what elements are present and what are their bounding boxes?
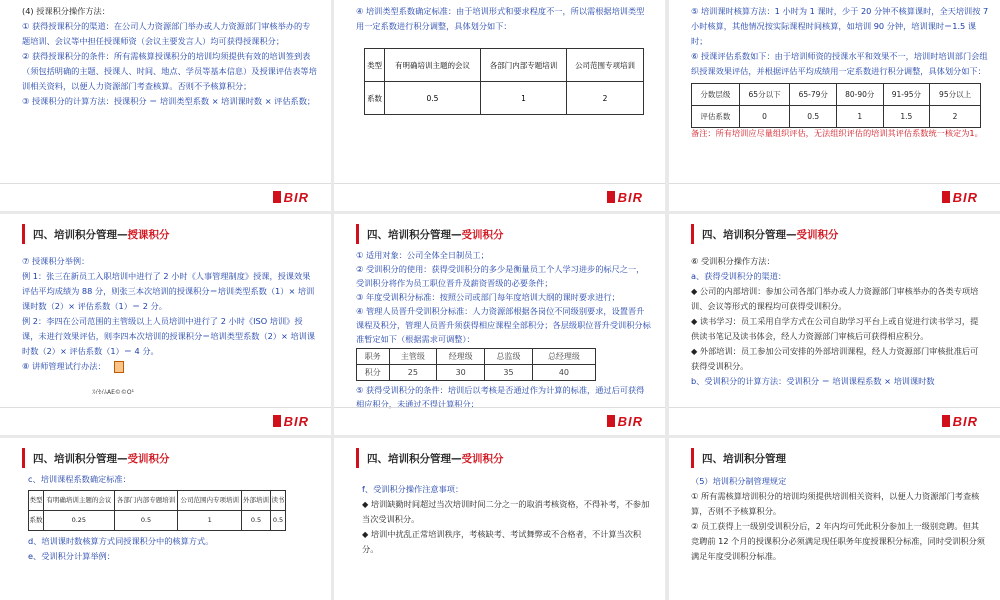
text-line: ⑦ 授课积分举例： xyxy=(22,256,90,266)
table-header: 91-95分 xyxy=(883,84,930,106)
table-cell: 0 xyxy=(739,106,790,128)
table-row-label: 积分 xyxy=(357,365,390,381)
slide-footer xyxy=(0,183,331,211)
table-header: 公司范围内专项培训 xyxy=(178,491,242,511)
slide-header xyxy=(691,448,786,468)
brand-logo: BIR xyxy=(942,413,978,429)
table-header: 65分以下 xyxy=(739,84,790,106)
text-line: 例 1：张三在新员工入职培训中进行了 2 小时《人事管理制度》授课，授课效果评估平均成绩为 88 分，则张三本次培训的授课积分＝培训类型系数（1）× 培训课时数（2）× 评估系数（1）＝ 2 分。 xyxy=(22,271,315,311)
text-line: ② 受训积分的使用：获得受训积分的多少是衡量员工个人学习进步的标尺之一，受训积分将作为员工职位晋升及薪资晋级的必要条件； xyxy=(356,264,645,288)
slide-title: 四、培训积分管理—授课积分 xyxy=(33,228,170,241)
table-cell: 0.5 xyxy=(385,82,481,115)
slide-title: 四、培训积分管理 xyxy=(702,452,786,465)
slide-header xyxy=(691,224,839,244)
text-line: ④ 管理人员晋升受训积分标准：人力资源部根据各岗位不同级别要求，设置晋升课程及积分，管理人员晋升须获得相应课程全部积分；各层级职位晋升受训积分标准暂定如下（根据需求可调整）： xyxy=(356,306,651,344)
text-line: ① 所有需核算培训积分的培训均须提供培训相关资料，以便人力资源部门考查核算，否则不予核算积分。 xyxy=(691,491,980,516)
text-line: ① 获得授课积分的渠道：在公司人力资源部门举办或人力资源部门审核举办的专题培训、会议等中担任授课师资（会议主要发言人）均可获得授课积分； xyxy=(22,21,311,46)
table-header: 各部门内部专题培训 xyxy=(114,491,178,511)
course-coefficient-table xyxy=(28,490,286,531)
table-header: 类型 xyxy=(29,491,44,511)
slide-footer xyxy=(669,407,1000,435)
header-bar xyxy=(691,224,694,244)
slide-header xyxy=(22,224,170,244)
text-line: d、培训课时数核算方式同授课积分中的核算方式。 xyxy=(28,536,214,546)
text-line: b、受训积分的计算方法：受训积分 ＝ 培训课程系数 × 培训课时数 xyxy=(691,376,935,386)
table-header: 公司范围专项培训 xyxy=(567,49,644,82)
table-header: 类型 xyxy=(365,49,385,82)
table-header: 65-79分 xyxy=(790,84,837,106)
slide-footer xyxy=(669,183,1000,211)
table-cell: 2 xyxy=(930,106,981,128)
text-line: ⑥ 受训积分操作方法： xyxy=(691,256,775,266)
text-line: ③ 年度受训积分标准：按照公司或部门每年度培训大纲的课时要求进行； xyxy=(356,292,620,302)
table-header: 有明确培训主题的会议 xyxy=(43,491,114,511)
slide-7[interactable] xyxy=(0,438,331,600)
note-text: 备注：所有培训应尽量组织评估，无法组织评估的培训其评估系数统一核定为1。 xyxy=(691,128,983,138)
file-caption: ｽｲｾｲﾑAE©©O¹ xyxy=(92,389,135,396)
slide-title: 四、培训积分管理—受训积分 xyxy=(33,452,170,465)
text-line: ⑧ 讲师管理试行办法： xyxy=(22,359,317,374)
text-line: 例 2：李四在公司范围的主管级以上人员培训中进行了 2 小时《ISO 培训》授课，未进行效果评估，则李四本次培训的授课积分＝培训类型系数（2）× 培训课时数（2）× 评估系数（1）＝ 4 分。 xyxy=(22,316,316,356)
table-cell: 35 xyxy=(485,365,533,381)
table-header: 职务 xyxy=(357,349,390,365)
table-cell: 0.5 xyxy=(790,106,837,128)
text-line: ◆ 外部培训：员工参加公司安排的外部培训课程，经人力资源部门审核批准后可获得受训积分。 xyxy=(691,346,979,371)
text-line: （5）培训积分制管理规定 xyxy=(691,476,787,486)
text-line: ⑤ 培训课时核算方法：1 小时为 1 课时，少于 20 分钟不核算课时，全天培训按 7 小时核算，其他情况按实际课程时间核算，如培训 90 分钟，培训课时＝1.5 课时； xyxy=(691,6,989,46)
slide-body xyxy=(28,472,317,564)
table-header: 80-90分 xyxy=(837,84,884,106)
table-row-label: 系数 xyxy=(365,82,385,115)
file-icon[interactable] xyxy=(114,361,124,373)
slide-1[interactable] xyxy=(0,0,331,211)
header-bar xyxy=(356,448,359,468)
brand-logo: BIR xyxy=(607,413,643,429)
table-cell: 1 xyxy=(178,511,242,531)
text-line: ◆ 培训中扰乱正常培训秩序，考核缺考、考试舞弊或不合格者，不计算当次积分。 xyxy=(362,529,642,554)
table-cell: 0.5 xyxy=(242,511,271,531)
slide-body xyxy=(691,474,986,564)
text-line: c、培训课程系数确定标准： xyxy=(28,474,131,484)
table-header: 经理级 xyxy=(437,349,485,365)
text-line: ① 适用对象：公司全体全日制员工； xyxy=(356,250,489,260)
slide-body xyxy=(22,254,317,374)
slide-2[interactable] xyxy=(334,0,665,211)
training-type-table xyxy=(364,48,644,115)
slide-footer xyxy=(334,407,665,435)
slide-body xyxy=(356,248,651,411)
text-line: ② 获得授课积分的条件：所有需核算授课积分的培训均须提供有效的培训签到表（须包括明确的主题、授课人、时间、地点、学员等基本信息）及授课评估表等培训相关资料，以便人力资源部门考查核算。否则不予核算积分； xyxy=(22,51,317,91)
header-bar xyxy=(356,224,359,244)
header-bar xyxy=(22,448,25,468)
table-header: 总监级 xyxy=(485,349,533,365)
slide-body xyxy=(691,254,986,389)
table-cell: 1.5 xyxy=(883,106,930,128)
table-cell: 30 xyxy=(437,365,485,381)
text-line: a、获得受训积分的渠道： xyxy=(691,271,787,281)
slide-8[interactable] xyxy=(334,438,665,600)
table-cell: 0.5 xyxy=(270,511,285,531)
table-header: 外部培训 xyxy=(242,491,271,511)
slide-body xyxy=(362,482,651,557)
table-cell: 25 xyxy=(389,365,437,381)
table-header: 各部门内部专题培训 xyxy=(480,49,566,82)
text-line: ③ 授课积分的计算方法：授课积分 ＝ 培训类型系数 × 培训课时数 × 评估系数； xyxy=(22,96,316,106)
table-cell: 0.25 xyxy=(43,511,114,531)
header-bar xyxy=(691,448,694,468)
slide-header xyxy=(356,448,504,468)
text-line: e、受训积分计算举例： xyxy=(28,551,115,561)
brand-logo: BIR xyxy=(273,189,309,205)
table-header: 总经理级 xyxy=(532,349,595,365)
table-row-label: 系数 xyxy=(29,511,44,531)
table-cell: 0.5 xyxy=(114,511,178,531)
slide-title: 四、培训积分管理—受训积分 xyxy=(702,228,839,241)
brand-logo: BIR xyxy=(607,189,643,205)
slide-3[interactable] xyxy=(669,0,1000,211)
text-line: ② 员工获得上一级别受训积分后，2 年内均可凭此积分参加上一级别竞聘。但其竞聘前 12 个月的授课积分必须满足现任职务年度授课积分标准，同时受训积分须满足年度受训积分标准。 xyxy=(691,521,985,561)
table-header: 95分以上 xyxy=(930,84,981,106)
slide-title: 四、培训积分管理—受训积分 xyxy=(367,452,504,465)
slide-header xyxy=(22,448,170,468)
evaluation-coefficient-table xyxy=(691,83,981,128)
slide-body xyxy=(356,4,651,34)
promotion-points-table xyxy=(356,348,596,381)
table-row-label: 评估系数 xyxy=(692,106,740,128)
table-cell: 1 xyxy=(837,106,884,128)
slide-5[interactable] xyxy=(334,214,665,435)
table-header: 主管级 xyxy=(389,349,437,365)
slide-header xyxy=(356,224,504,244)
slide-footer xyxy=(0,407,331,435)
slide-title: 四、培训积分管理—受训积分 xyxy=(367,228,504,241)
text-line: ④ 培训类型系数确定标准：由于培训形式和要求程度不一，所以需根据培训类型用一定系数进行积分调整，具体划分如下： xyxy=(356,6,645,31)
table-header: 分数层级 xyxy=(692,84,740,106)
text-line: (4) 授课积分操作方法： xyxy=(22,6,110,16)
table-cell: 40 xyxy=(532,365,595,381)
text-line: ◆ 公司的内部培训：参加公司各部门举办或人力资源部门审核举办的各类专项培训、会议等形式的课程均可获得受训积分。 xyxy=(691,286,979,311)
brand-logo: BIR xyxy=(273,413,309,429)
table-header: 读书 xyxy=(270,491,285,511)
text-line: ◆ 培训缺勤时间超过当次培训时间二分之一的取消考核资格，不得补考，不参加当次受训积分。 xyxy=(362,499,650,524)
slide-9[interactable] xyxy=(669,438,1000,600)
table-cell: 1 xyxy=(480,82,566,115)
slide-body xyxy=(691,4,992,139)
text-line: ⑤ 获得受训积分的条件：培训后以考核是否通过作为计算的标准，通过后可获得相应积分，未通过不得计算积分； xyxy=(356,385,645,409)
slide-4[interactable] xyxy=(0,214,331,435)
table-header: 有明确培训主题的会议 xyxy=(385,49,481,82)
slide-footer xyxy=(334,183,665,211)
slide-6[interactable] xyxy=(669,214,1000,435)
text-line: ⑥ 授课评估系数如下：由于培训师资的授课水平和效果不一，培训时培训部门会组织授课效果评估，并根据评估平均成绩用一定系数进行积分调整，具体划分如下： xyxy=(691,51,988,76)
text-line: ◆ 读书学习：员工采用自学方式在公司自助学习平台上或自觉进行读书学习，提供读书笔记及读书体会，经人力资源部门审核后可获得相应积分。 xyxy=(691,316,979,341)
brand-logo: BIR xyxy=(942,189,978,205)
table-cell: 2 xyxy=(567,82,644,115)
slide-body xyxy=(22,4,317,109)
text-line: f、受训积分操作注意事项： xyxy=(362,484,464,494)
header-bar xyxy=(22,224,25,244)
